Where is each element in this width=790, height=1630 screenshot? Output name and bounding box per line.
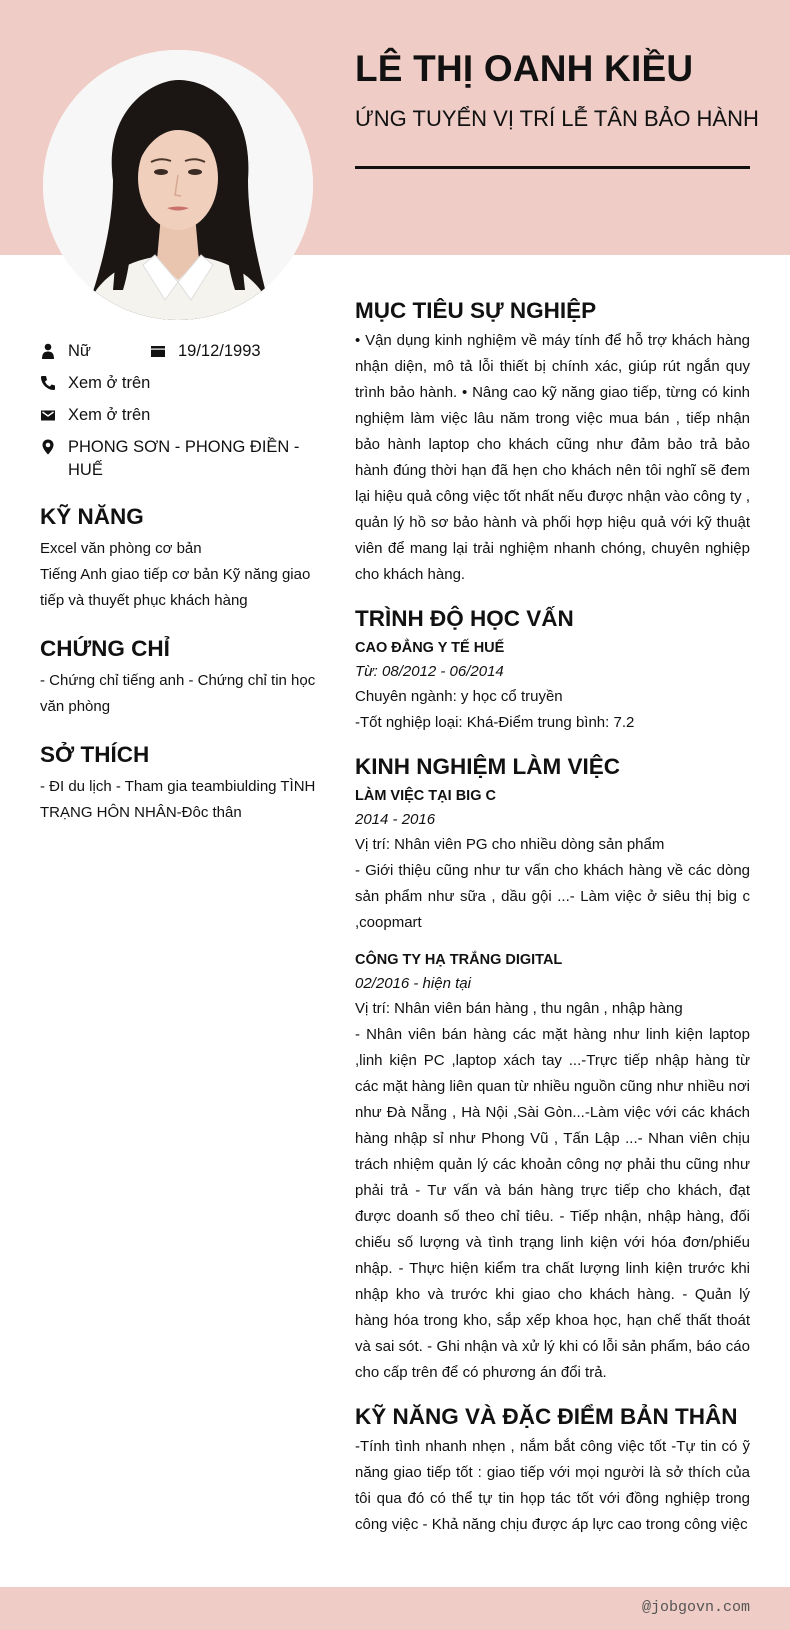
phone-value: Xem ở trên	[68, 374, 151, 392]
job-role: Vị trí: Nhân viên PG cho nhiều dòng sản phẩm	[355, 836, 665, 853]
map-pin-icon	[40, 439, 56, 455]
applied-position: ỨNG TUYỂN VỊ TRÍ LỄ TÂN BẢO HÀNH	[355, 106, 759, 131]
job-description: - Nhân viên bán hàng các mặt hàng như linh kiện laptop ,linh kiện PC ,laptop xách tay ...-Trực tiếp nhập hàng từ các mặt hàng liên quan từ nhiều nguồn cũng như nhiều nơi như Đà Nẵng , Hà Nội ,Sài Gòn...-Làm việc với các khách hàng nhập sỉ như Phong Vũ , Tấn Lập ...- Nhan viên chịu trách nhiệm quản lý các khoản công nợ phải thu cũng như phải trả - Tư vấn và bán hàng trực tiếp cho khách, đạt được doanh số theo chỉ tiêu. - Tiếp nhận, nhập hàng, đối chiếu số lượng và tình trạng linh kiện với hóa đơn/phiếu nhập. - Thực hiện kiểm tra chất lượng linh kiện trước khi nhập kho và trước khi giao cho khách hàng. - Quản lý hàng hóa trong kho, sắp xếp khoa học, hạn chế thất thoát và sai sót. - Ghi nhận và xử lý khi có lỗi sản phẩm, báo cáo cho cấp trên để có phương án đổi trả.	[355, 1026, 750, 1381]
objective-section	[355, 296, 750, 588]
left-column	[40, 340, 320, 826]
gender-value: Nữ	[68, 342, 91, 360]
address-item	[40, 436, 320, 482]
education-period: Từ: 08/2012 - 06/2014	[355, 663, 504, 680]
education-grade: -Tốt nghiệp loại: Khá-Điểm trung bình: 7.2	[355, 714, 635, 731]
profile-photo	[43, 50, 313, 320]
job-entry	[355, 784, 750, 936]
gender-birthday-row	[40, 340, 320, 363]
birthday-value: 19/12/1993	[178, 342, 261, 360]
phone-item	[40, 372, 320, 395]
email-item	[40, 404, 320, 427]
personal-skills-section	[355, 1402, 750, 1538]
header-divider	[355, 166, 750, 169]
objective-text: • Vận dụng kinh nghiệm về máy tính để hỗ trợ khách hàng nhận diện, mô tả lỗi thiết bị chính xác, giúp rút ngắn quy trình bảo hành. • Nâng cao kỹ năng giao tiếp, từng có kinh nghiệm làm việc lâu năm trong việc mua bán , tiếp nhận bảo hành laptop cho khách cũng như đảm bảo trả bảo hành đúng thời hạn đã hẹn cho khách nên tôi nghĩ sẽ đem lại hiệu quả công việc tốt nhất nếu được nhận vào công ty , quản lý hồ sơ bảo hành và phối hợp hiệu quả với kỹ thuật viên để mang lại trải nghiệm nhanh chóng, chuyên nghiệp cho khách hàng.	[355, 332, 750, 583]
experience-section	[355, 752, 750, 1386]
hobbies-text: - ĐI du lịch - Tham gia teambiulding TÌNH TRẠNG HÔN NHÂN-Đôc thân	[40, 778, 316, 821]
certificates-text: - Chứng chỉ tiếng anh - Chứng chỉ tin học văn phòng	[40, 672, 316, 715]
gender-item	[40, 340, 150, 363]
experience-heading: KINH NGHIỆM LÀM VIỆC	[355, 754, 621, 779]
envelope-icon	[40, 407, 56, 423]
phone-icon	[40, 375, 56, 391]
person-icon	[40, 343, 56, 359]
school-name: CAO ĐẲNG Y TẾ HUẾ	[355, 640, 505, 656]
education-major: Chuyên ngành: y học cổ truyền	[355, 688, 563, 705]
footer-watermark: @jobgovn.com	[641, 1599, 750, 1616]
objective-heading: MỤC TIÊU SỰ NGHIỆP	[355, 298, 597, 323]
education-section	[355, 604, 750, 736]
calendar-icon	[150, 343, 166, 359]
avatar-portrait	[43, 50, 313, 320]
job-company: CÔNG TY HẠ TRẮNG DIGITAL	[355, 952, 563, 968]
skills-heading: KỸ NĂNG	[40, 504, 144, 529]
education-heading: TRÌNH ĐỘ HỌC VẤN	[355, 606, 574, 631]
personal-skills-heading: KỸ NĂNG VÀ ĐẶC ĐIỂM BẢN THÂN	[355, 1404, 738, 1429]
birthday-item	[150, 340, 261, 363]
job-role: Vị trí: Nhân viên bán hàng , thu ngân , nhập hàng	[355, 1000, 683, 1017]
certificates-heading: CHỨNG CHỈ	[40, 636, 170, 661]
skill-item: Excel văn phòng cơ bản	[40, 540, 202, 557]
personal-skills-text: -Tính tình nhanh nhẹn , nắm bắt công việc tốt -Tự tin có ỹ năng giao tiếp tốt : giao tiếp với mọi người là sở thích của tôi qua đó có thể tự tin họp tác tốt với đồng nghiệp trong công việc - Khả năng chịu được áp lực cao trong công việc	[355, 1438, 750, 1533]
right-column	[355, 296, 750, 1554]
address-value: PHONG SƠN - PHONG ĐIỀN - HUẾ	[68, 438, 300, 479]
hobbies-heading: SỞ THÍCH	[40, 742, 150, 767]
job-description: - Giới thiệu cũng như tư vấn cho khách hàng về các dòng sản phẩm như sữa , dầu gội ...- Làm việc ở siêu thị big c ,coopmart	[355, 862, 750, 931]
job-company: LÀM VIỆC TẠI BIG C	[355, 788, 496, 804]
candidate-name: LÊ THỊ OANH KIỀU	[355, 48, 694, 89]
job-period: 2014 - 2016	[355, 811, 436, 828]
email-value: Xem ở trên	[68, 406, 151, 424]
job-period: 02/2016 - hiện tại	[355, 975, 471, 992]
skill-item: Tiếng Anh giao tiếp cơ bản Kỹ năng giao tiếp và thuyết phục khách hàng	[40, 566, 311, 609]
job-entry	[355, 948, 750, 1386]
skills-list	[40, 536, 320, 614]
